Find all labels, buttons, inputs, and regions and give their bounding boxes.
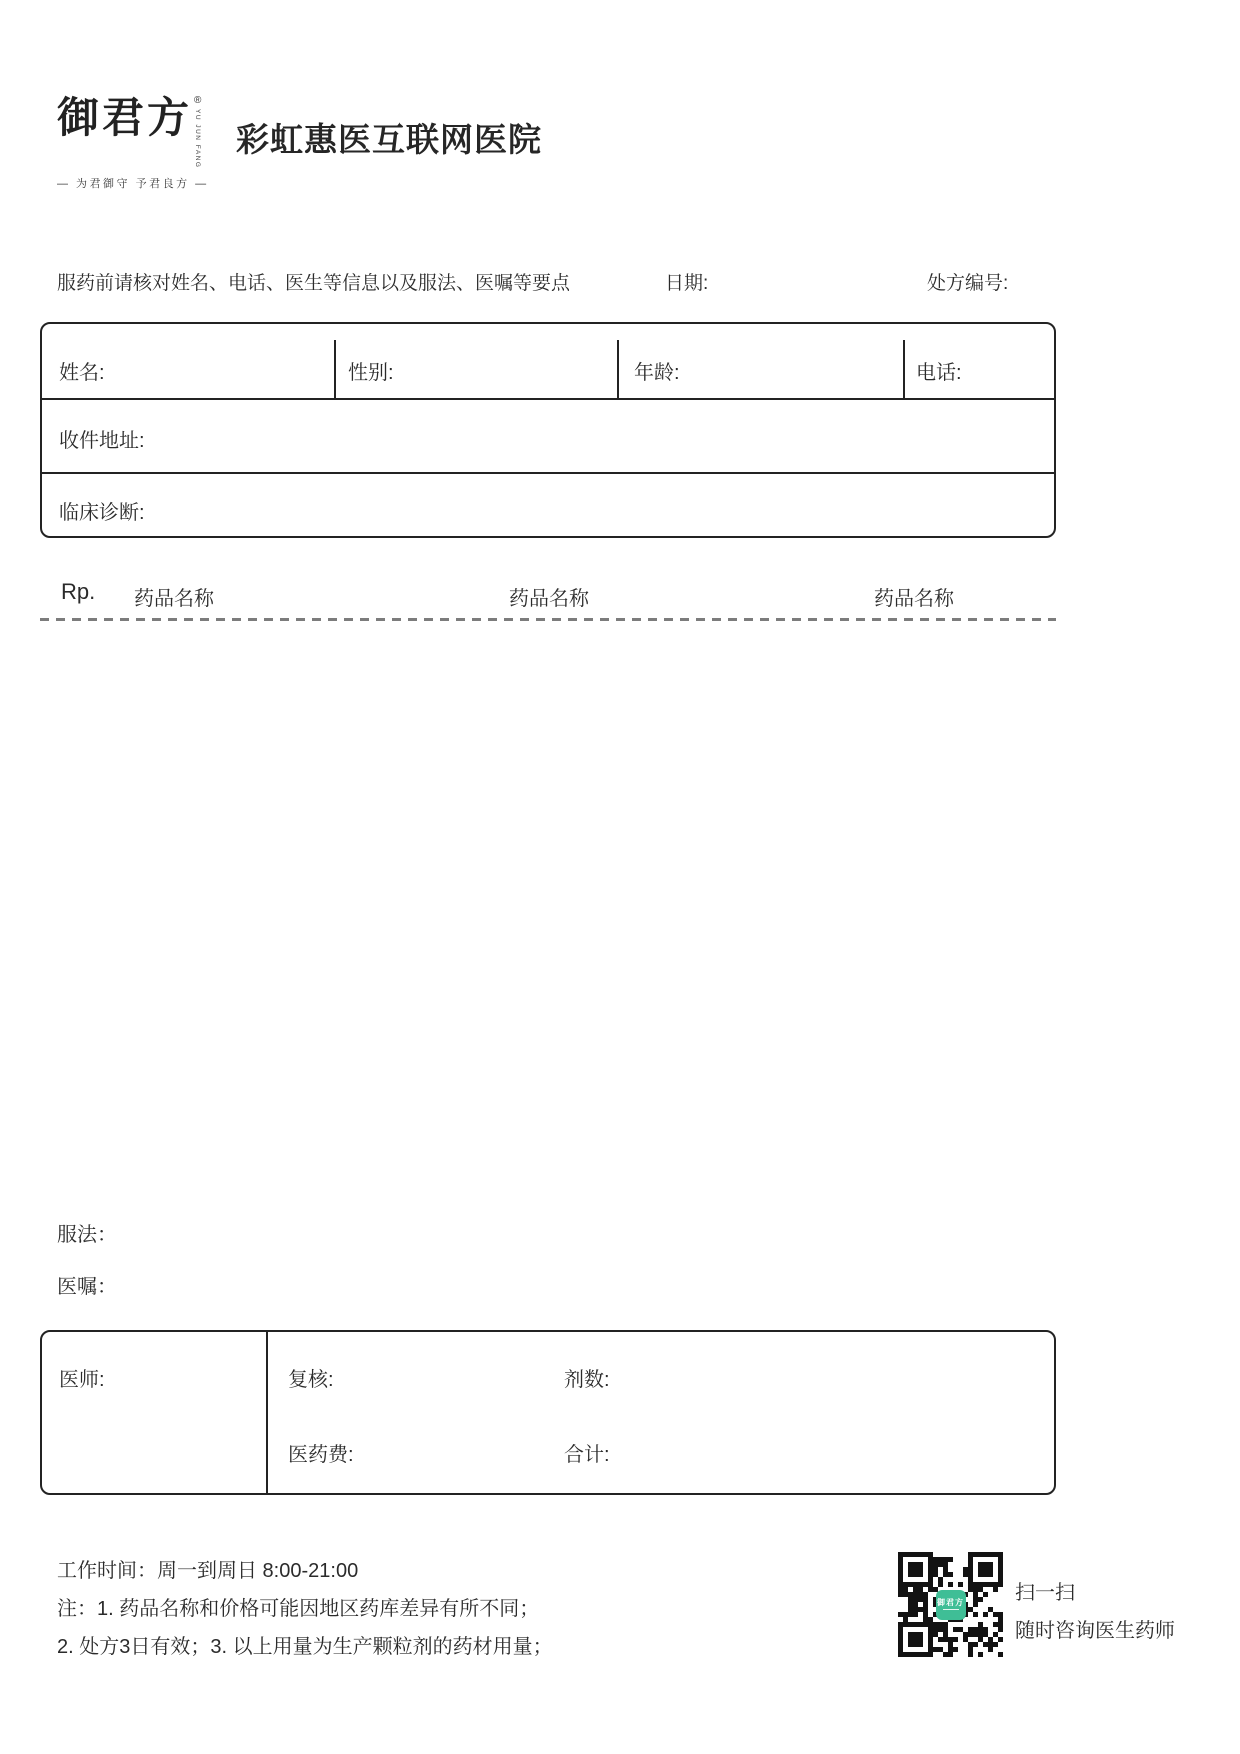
rp-prefix: Rp.	[61, 579, 96, 604]
usage-instructions-label: 服法：	[57, 1224, 117, 1246]
verification-notice: 服药前请核对姓名、电话、医生等信息以及服法、医嘱等要点	[57, 273, 571, 294]
column-divider	[617, 340, 619, 398]
brand-tagline: — 为君御守 予君良方 —	[57, 178, 209, 191]
column-divider	[334, 340, 336, 398]
brand-logo	[57, 94, 209, 191]
dashed-separator	[40, 618, 1056, 621]
qr-center-logo-subline	[943, 1609, 959, 1610]
name-label: 姓名:	[59, 362, 105, 384]
patient-info-box	[40, 322, 1056, 538]
column-divider	[903, 340, 905, 398]
drug-name-column-header: 药品名称	[874, 588, 954, 610]
footer-note-line1: 注：1. 药品名称和价格可能因地区药库差异有所不同；	[57, 1598, 540, 1620]
row-divider	[42, 398, 1054, 400]
brand-name: 御君方	[57, 93, 193, 142]
hospital-title: 彩虹惠医互联网医院	[236, 121, 542, 158]
prescription-items-area	[40, 625, 1056, 1205]
age-label: 年龄:	[634, 362, 680, 384]
brand-name-pinyin: YU JUN FANG	[194, 109, 202, 169]
medicine-fee-label: 医药费:	[288, 1444, 354, 1466]
scan-label: 扫一扫	[1015, 1582, 1075, 1604]
drug-name-column-header: 药品名称	[509, 588, 589, 610]
phone-label: 电话:	[916, 362, 962, 384]
drug-name-column-header: 药品名称	[134, 588, 214, 610]
column-divider	[266, 1332, 268, 1493]
shipping-address-label: 收件地址:	[59, 430, 145, 452]
dose-count-label: 剂数:	[564, 1369, 610, 1391]
row-divider	[42, 472, 1054, 474]
doctor-advice-label: 医嘱：	[57, 1276, 117, 1298]
signoff-box	[40, 1330, 1056, 1495]
clinical-diagnosis-label: 临床诊断:	[59, 502, 145, 524]
qr-center-logo-text: 御君方	[937, 1598, 964, 1607]
reviewer-label: 复核:	[288, 1369, 334, 1391]
registered-trademark-icon: ®	[194, 95, 202, 106]
working-hours: 工作时间：周一到周日 8:00-21:00	[57, 1560, 359, 1582]
date-label: 日期:	[665, 273, 709, 294]
scan-sub-label: 随时咨询医生药师	[1015, 1620, 1175, 1642]
footer-note-line2: 2. 处方3日有效；3. 以上用量为生产颗粒剂的药材用量；	[57, 1636, 553, 1658]
qr-center-logo	[936, 1590, 966, 1620]
prescription-number-label: 处方编号:	[927, 273, 1009, 294]
total-label: 合计:	[564, 1444, 610, 1466]
doctor-label: 医师:	[59, 1369, 105, 1391]
qr-code	[898, 1552, 1003, 1657]
gender-label: 性别:	[348, 362, 394, 384]
